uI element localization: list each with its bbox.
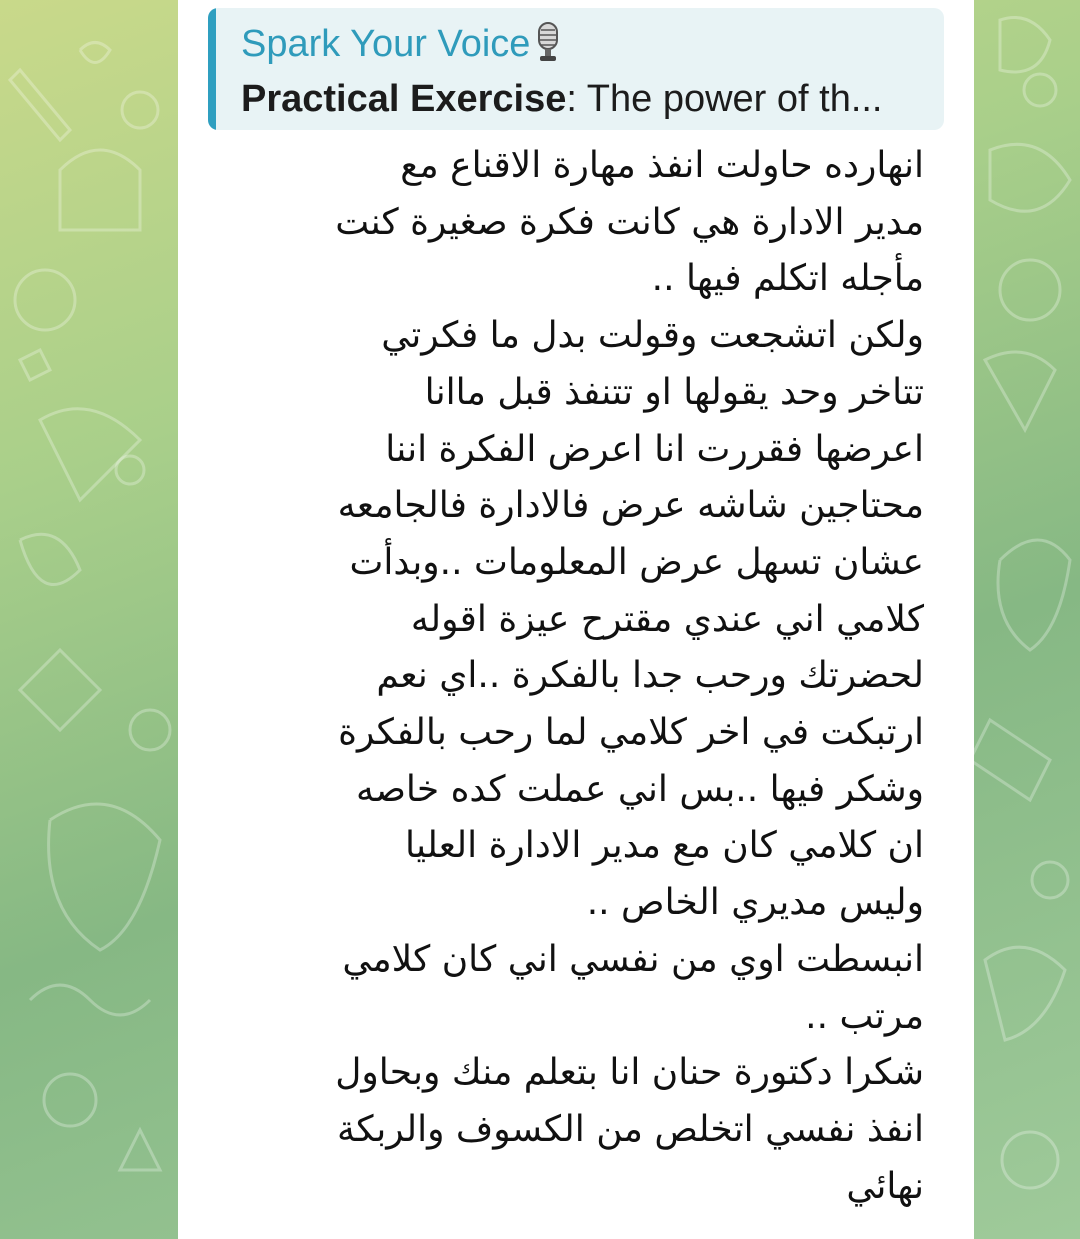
- reply-channel-title: [241, 22, 562, 66]
- message-line: تتاخر وحد يقولها او تتنفذ قبل ماانا: [424, 371, 924, 413]
- reply-channel-title-text: Spark Your Voice: [241, 23, 531, 65]
- message-line: اعرضها فقررت انا اعرض الفكرة اننا: [385, 428, 924, 470]
- message-line: ارتبكت في اخر كلامي لما رحب بالفكرة: [338, 712, 924, 754]
- message-line: شكرا دكتورة حنان انا بتعلم منك وبحاول: [335, 1052, 924, 1094]
- message-line: مرتب ..: [805, 995, 924, 1037]
- message-line: وليس مديري الخاص ..: [586, 882, 924, 924]
- message-line: ان كلامي كان مع مدير الادارة العليا: [405, 825, 924, 867]
- message-line: نهائي: [846, 1165, 924, 1207]
- reply-preview[interactable]: [208, 8, 944, 130]
- message-line: انبسطت اوي من نفسي اني كان كلامي: [342, 938, 924, 980]
- message-line: محتاجين شاشه عرض فالادارة فالجامعه: [337, 485, 924, 527]
- message-line: عشان تسهل عرض المعلومات ..وبدأت: [349, 541, 924, 583]
- reply-snippet: [241, 76, 931, 122]
- reply-accent-bar: [208, 8, 216, 130]
- message-line: مأجله اتكلم فيها ..: [651, 258, 924, 300]
- message-line: انفذ نفسي اتخلص من الكسوف والربكة: [337, 1108, 924, 1150]
- message-bubble: [178, 0, 974, 1239]
- reply-snippet-rest: : The power of th...: [566, 78, 883, 120]
- reply-snippet-bold: Practical Exercise: [241, 78, 567, 120]
- microphone-icon: [534, 22, 562, 62]
- message-line: لحضرتك ورحب جدا بالفكرة ..اي نعم: [376, 655, 924, 697]
- message-line: كلامي اني عندي مقترح عيزة اقوله: [410, 598, 924, 640]
- message-line: وشكر فيها ..بس اني عملت كده خاصه: [356, 768, 924, 810]
- message-text: [238, 138, 924, 1215]
- message-line: مدير الادارة هي كانت فكرة صغيرة كنت: [335, 201, 924, 243]
- message-line: انهارده حاولت انفذ مهارة الاقناع مع: [400, 145, 924, 186]
- message-line: ولكن اتشجعت وقولت بدل ما فكرتي: [381, 315, 924, 357]
